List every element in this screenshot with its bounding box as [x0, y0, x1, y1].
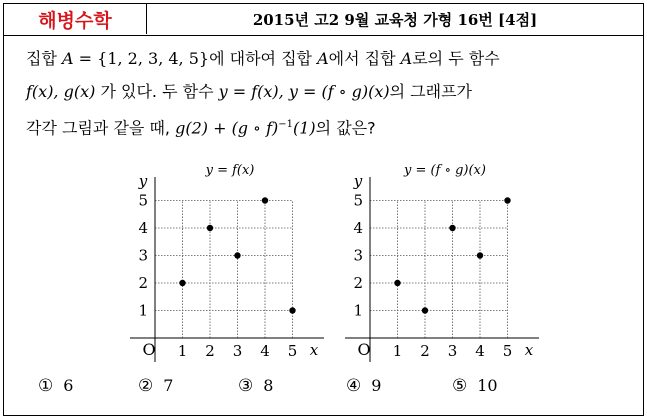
- y-tick-label: 4: [138, 219, 148, 237]
- x-axis-label: x: [524, 341, 534, 359]
- question-line-3: [26, 108, 626, 141]
- data-point: [207, 225, 213, 231]
- data-point: [179, 280, 185, 286]
- y-tick-label: 3: [353, 246, 363, 265]
- graph-f: [128, 155, 338, 365]
- question-line-2: [26, 75, 626, 108]
- y-tick-label: 2: [353, 274, 363, 292]
- q-text: 의 값은?: [315, 118, 376, 138]
- q-text: 가 있다. 두 함수: [95, 82, 219, 101]
- choice-1[interactable]: ① 6: [38, 376, 74, 396]
- origin-label: O: [357, 340, 371, 359]
- chart-title: y = (f ∘ g)(x): [404, 163, 486, 178]
- x-tick-label: 4: [260, 342, 270, 360]
- q-math: (1): [292, 118, 316, 138]
- y-tick-label: 1: [138, 301, 148, 320]
- y-tick-label: 5: [353, 191, 363, 210]
- q-text: 집합: [26, 49, 62, 68]
- q-text: 의 그래프가: [389, 82, 473, 101]
- x-tick-label: 5: [502, 342, 513, 360]
- y-tick-label: 1: [353, 301, 363, 320]
- x-tick-label: 4: [475, 342, 485, 360]
- data-point: [477, 252, 483, 258]
- data-point: [449, 225, 455, 231]
- problem-source: 2015년 고2 9월 교육청 가형 16번 [4점]: [252, 10, 538, 29]
- x-tick-label: 1: [177, 342, 188, 360]
- answer-choices: [32, 376, 632, 402]
- choice-2[interactable]: ② 7: [138, 376, 174, 396]
- header: [4, 4, 643, 36]
- q-math: A: [62, 49, 74, 68]
- question-text: [26, 42, 626, 141]
- data-point: [422, 307, 428, 313]
- graph-fog: [343, 155, 553, 365]
- q-text: 각각 그림과 같을 때,: [26, 118, 176, 138]
- y-tick-label: 4: [353, 219, 363, 237]
- data-point: [234, 252, 240, 258]
- q-math: = {1, 2, 3, 4, 5}: [73, 49, 210, 68]
- q-text: 에 대하여 집합: [209, 49, 318, 68]
- q-text: 로의 두 함수: [412, 49, 500, 68]
- q-math-sup: −1: [278, 119, 293, 130]
- choice-3[interactable]: ③ 8: [238, 376, 274, 396]
- q-math: A: [317, 49, 329, 68]
- y-tick-label: 3: [138, 246, 148, 265]
- origin-label: O: [142, 340, 156, 359]
- x-tick-label: 2: [205, 342, 215, 360]
- y-axis-label: y: [353, 172, 363, 190]
- q-math: A: [400, 49, 413, 68]
- data-point: [504, 197, 510, 203]
- q-math: y = f(x), y = (f ∘ g)(x): [218, 82, 390, 101]
- chart-title: y = f(x): [205, 163, 255, 178]
- choice-5[interactable]: ⑤ 10: [452, 376, 498, 396]
- x-tick-label: 1: [392, 342, 403, 360]
- y-axis-label: y: [138, 172, 148, 190]
- q-text: 에서 집합: [328, 49, 401, 68]
- x-tick-label: 5: [287, 342, 298, 360]
- x-tick-label: 3: [447, 342, 458, 360]
- question-line-1: [26, 42, 626, 75]
- q-math: f(x), g(x): [26, 82, 96, 101]
- y-tick-label: 2: [138, 274, 148, 292]
- y-tick-label: 5: [138, 191, 148, 210]
- data-point: [394, 280, 400, 286]
- x-axis-label: x: [309, 341, 319, 359]
- x-tick-label: 2: [420, 342, 430, 360]
- choice-4[interactable]: ④ 9: [346, 376, 382, 396]
- x-tick-label: 3: [232, 342, 243, 360]
- data-point: [262, 197, 268, 203]
- brand-label: 해병수학: [4, 4, 147, 34]
- q-math: g(2) + (g ∘ f): [175, 118, 279, 138]
- data-point: [289, 307, 295, 313]
